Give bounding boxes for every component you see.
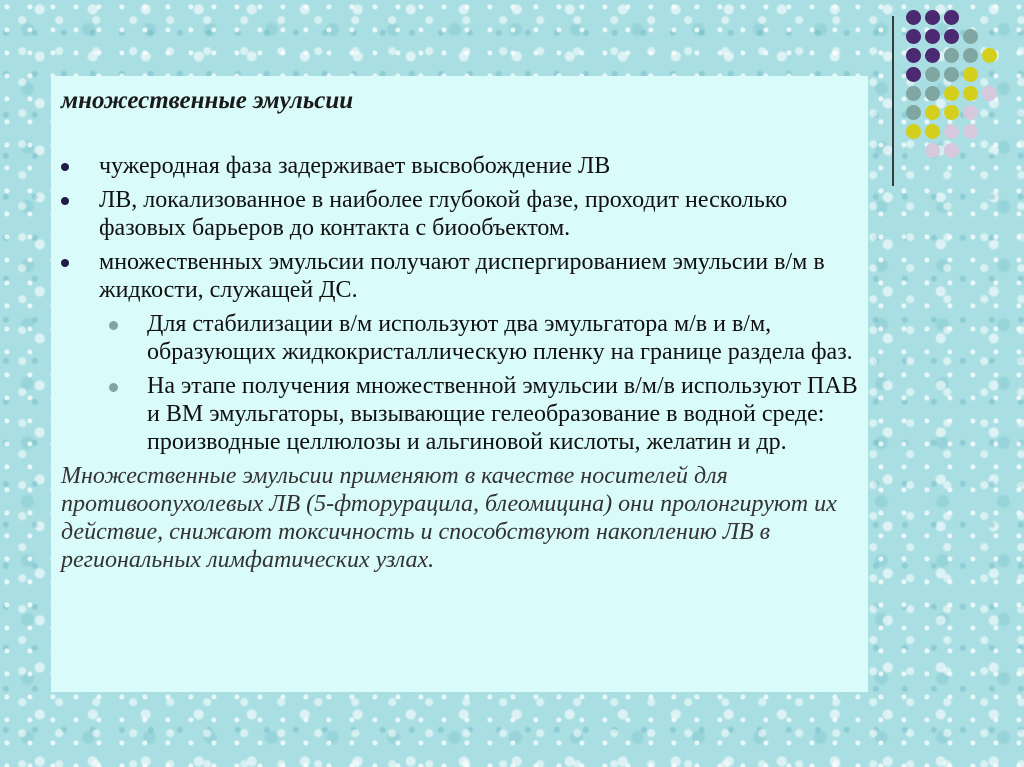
decorative-divider-line <box>892 16 894 186</box>
decorative-dot-icon <box>963 86 978 101</box>
decorative-dot-icon <box>944 86 959 101</box>
decorative-dot-icon <box>982 143 997 158</box>
sub-bullet-dot-icon <box>109 383 118 392</box>
decorative-dot-icon <box>925 124 940 139</box>
decorative-dot-icon <box>925 10 940 25</box>
slide-title: множественные эмульсии <box>61 87 354 114</box>
bullet-item <box>61 186 858 242</box>
bullet-text: ЛВ, локализованное в наиболее глубокой фазе, проходит несколько фазовых барьеров до контакта с биообъектом. <box>99 187 788 241</box>
decorative-dot-icon <box>963 143 978 158</box>
decorative-dot-icon <box>963 10 978 25</box>
bullet-dot-icon <box>61 259 69 267</box>
decorative-dot-icon <box>944 143 959 158</box>
decorative-dot-icon <box>906 86 921 101</box>
decorative-dot-icon <box>963 105 978 120</box>
sub-bullet-item <box>109 310 858 366</box>
decorative-dot-icon <box>944 105 959 120</box>
decorative-dot-grid <box>906 10 997 158</box>
closing-note: Множественные эмульсии применяют в качестве носителей для противоопухолевых ЛВ (5-фторурацила, блеомицина) они пролонгируют их действие, снижают токсичность и способствуют накоплению ЛВ в региональных лимфатических узлах. <box>61 463 837 573</box>
decorative-dot-icon <box>982 105 997 120</box>
bullet-list <box>61 152 858 304</box>
decorative-dot-icon <box>982 10 997 25</box>
decorative-dot-icon <box>906 48 921 63</box>
sub-bullet-item <box>109 372 858 456</box>
sub-bullet-text: На этапе получения множественной эмульсии в/м/в используют ПАВ и ВМ эмульгаторы, вызывающие гелеобразование в водной среде: производные целлюлозы и альгиновой кислоты, желатин и др. <box>147 373 858 455</box>
bullet-dot-icon <box>61 197 69 205</box>
decorative-dot-icon <box>982 29 997 44</box>
decorative-dot-icon <box>925 29 940 44</box>
bullet-text: чужеродная фаза задерживает высвобождение ЛВ <box>99 153 611 179</box>
decorative-dot-icon <box>906 124 921 139</box>
content-panel <box>51 76 868 692</box>
decorative-dot-icon <box>906 143 921 158</box>
decorative-dot-icon <box>944 10 959 25</box>
sub-bullet-text: Для стабилизации в/м используют два эмульгатора м/в и в/м, образующих жидкокристаллическую пленку на границе раздела фаз. <box>147 311 853 365</box>
bullet-dot-icon <box>61 163 69 171</box>
sub-bullet-dot-icon <box>109 321 118 330</box>
decorative-dot-icon <box>982 48 997 63</box>
decorative-dot-icon <box>982 124 997 139</box>
decorative-dot-icon <box>944 48 959 63</box>
decorative-dot-icon <box>925 143 940 158</box>
decorative-dot-icon <box>925 86 940 101</box>
decorative-dot-icon <box>906 105 921 120</box>
decorative-dot-icon <box>963 67 978 82</box>
decorative-dot-icon <box>906 67 921 82</box>
decorative-dot-icon <box>963 48 978 63</box>
decorative-dot-icon <box>982 86 997 101</box>
decorative-dot-icon <box>944 67 959 82</box>
bullet-item <box>61 248 858 304</box>
decorative-dot-icon <box>982 67 997 82</box>
decorative-dot-icon <box>944 29 959 44</box>
decorative-dot-icon <box>906 10 921 25</box>
decorative-dot-icon <box>906 29 921 44</box>
decorative-dot-icon <box>925 67 940 82</box>
sub-bullet-list <box>109 310 858 456</box>
decorative-dot-icon <box>963 29 978 44</box>
decorative-dot-icon <box>944 124 959 139</box>
decorative-dot-icon <box>925 105 940 120</box>
bullet-text: множественных эмульсии получают диспергированием эмульсии в/м в жидкости, служащей ДС. <box>99 249 825 303</box>
bullet-item <box>61 152 858 180</box>
decorative-dot-icon <box>925 48 940 63</box>
decorative-dot-icon <box>963 124 978 139</box>
